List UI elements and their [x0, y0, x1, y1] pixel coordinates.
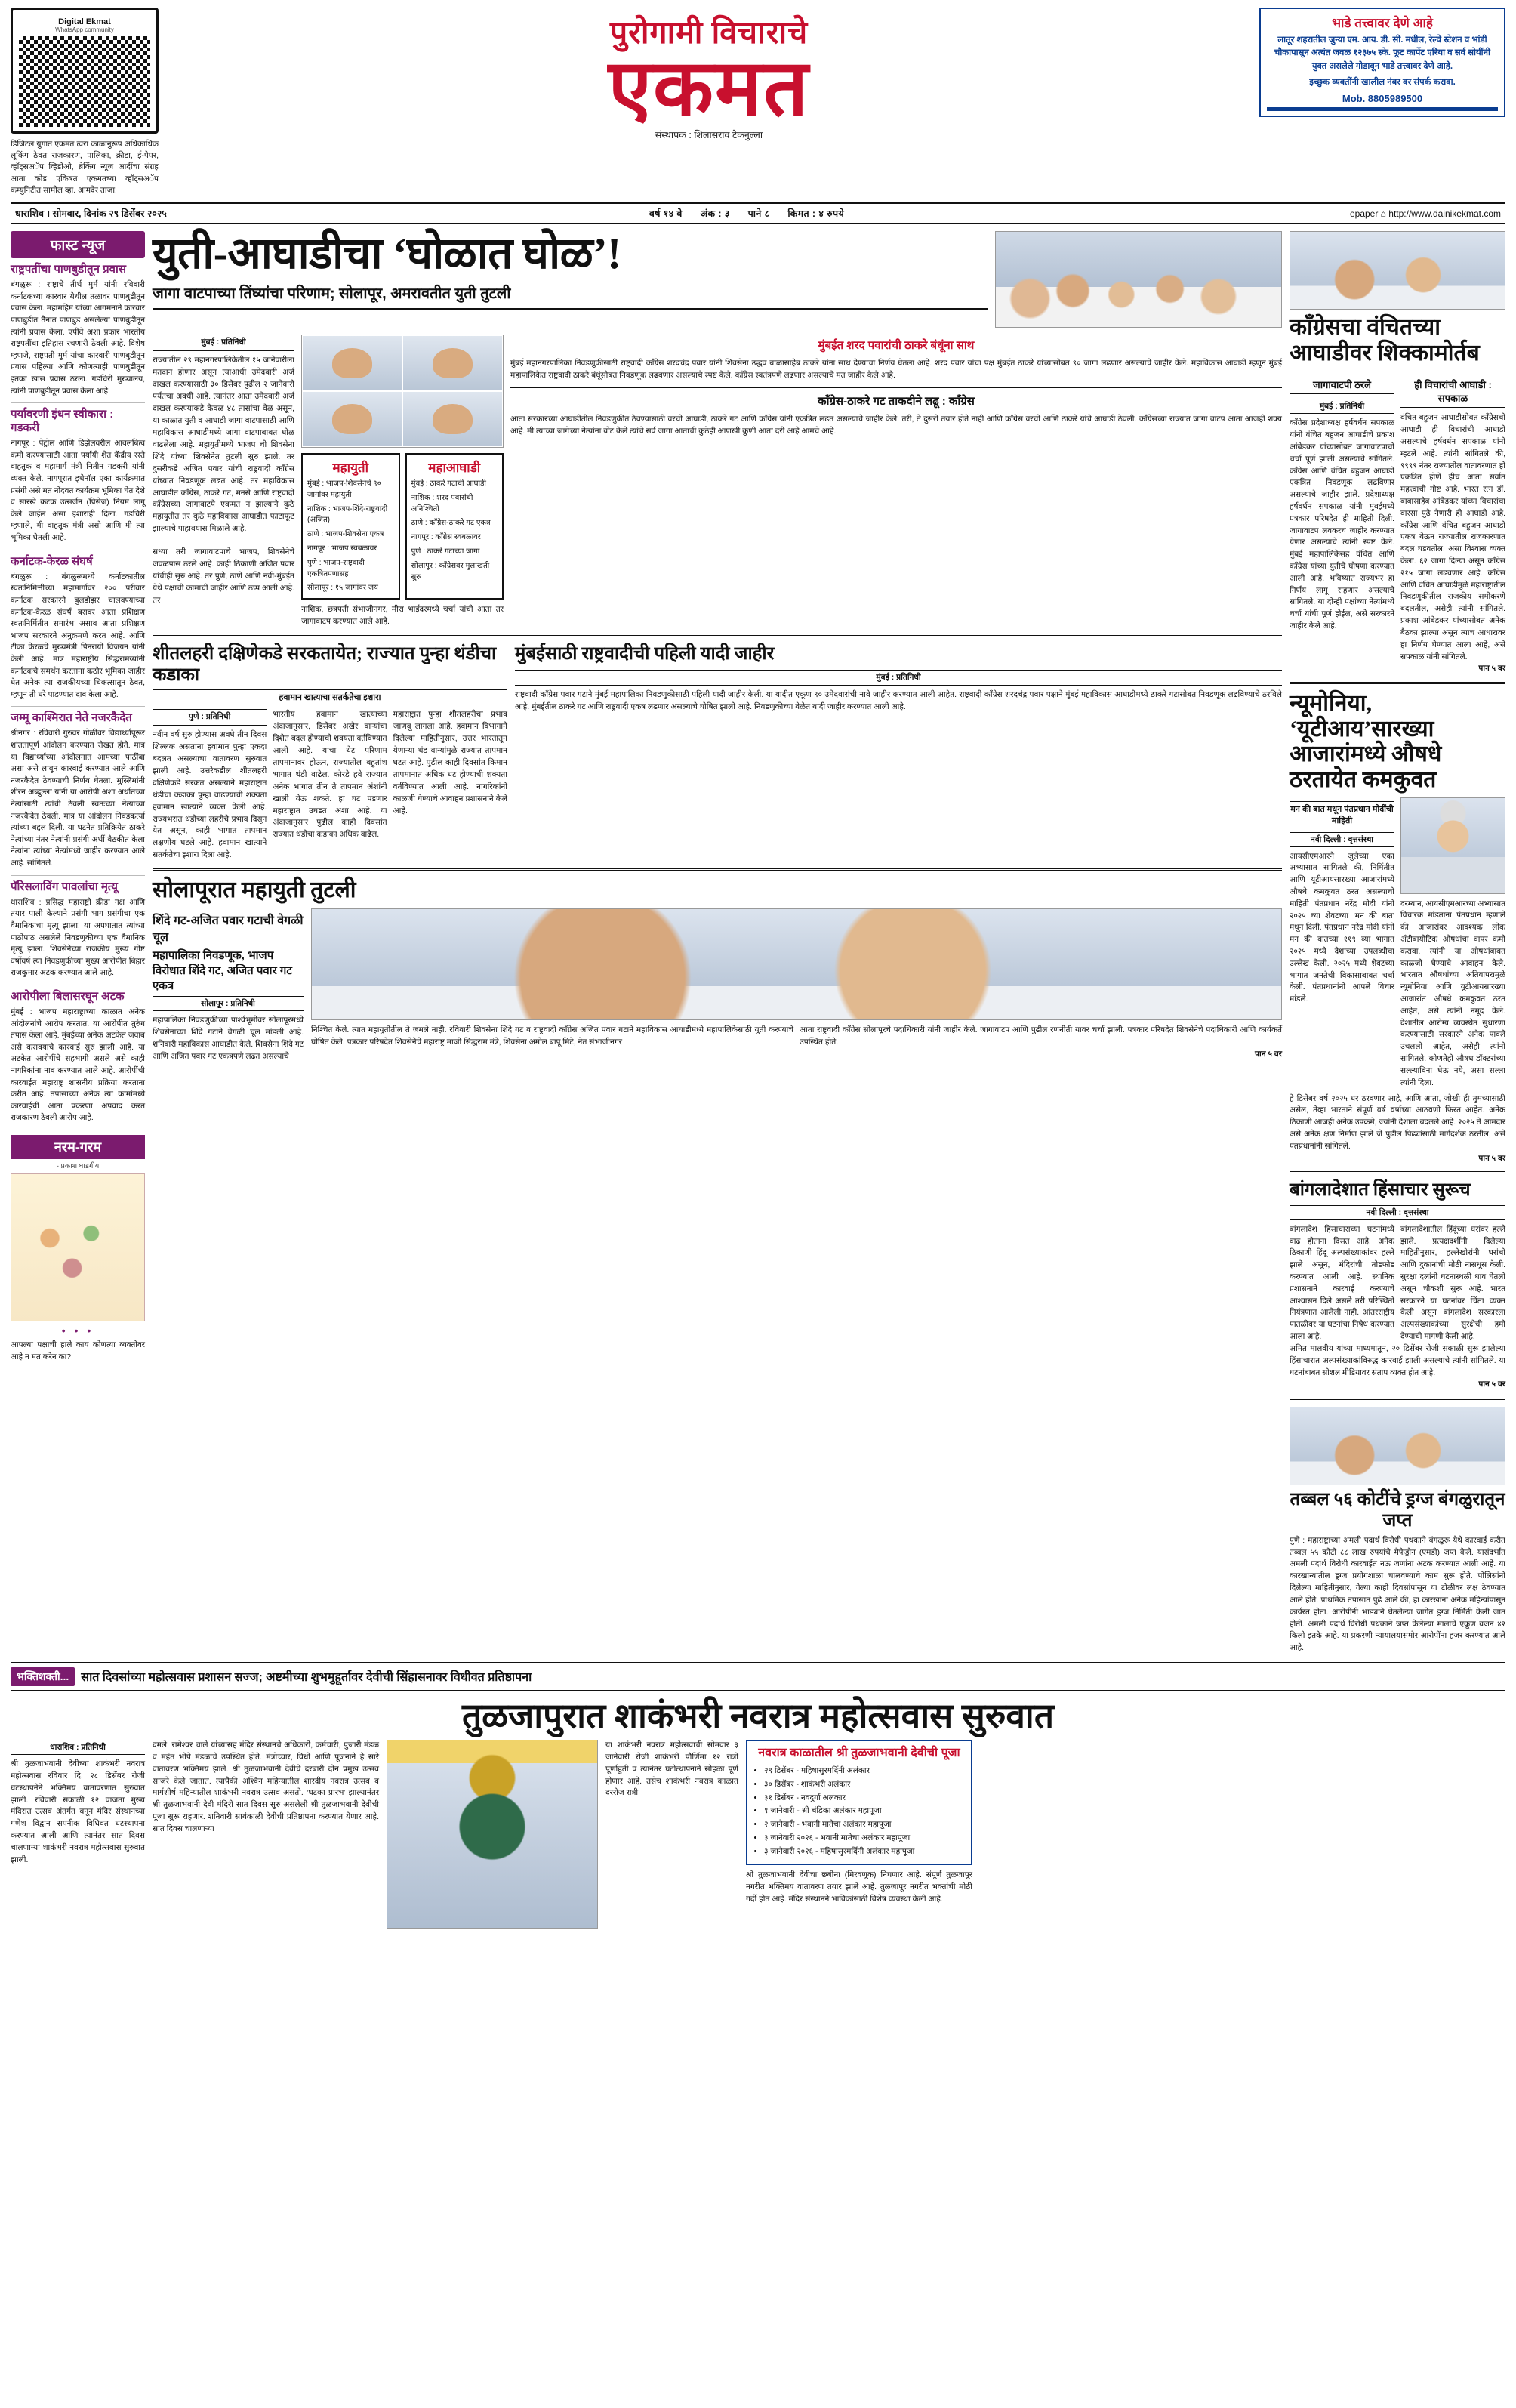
brief-headline: पॅरिसलाविंग पावलांचा मृत्यू [11, 880, 118, 893]
issue-meta [242, 207, 1252, 220]
mahayuti-row: नाशिक : भाजप-शिंदे-राष्ट्रवादी (अजित) [307, 504, 388, 525]
brief-body: बंगळुरू : बंगळुरूमध्ये कर्नाटकातील स्वतःनिमित्तीच्या महामार्गावर २०० परीवार कर्नाटक सरकारने बुलडोझर चालवण्याच्या कर्नाटक-केरळ संघर्ष बरावर आता प्रशिक्षण स्वतःनिर्मितीत समारंभ असाव आता प्रशिक्षण भाजप सरकारने अनुक्रमणे करत आहे. आणि टीका केरळचे मुख्यमंत्री पिनरायी विजयन यांनी केली आहे. मात्र महाराष्ट्रीय सिद्धरामय्यांनी कर्नाटकचे समर्थन करताना कठोर भूमिका जाहीर घेत अनेक त्या राजकीयच्या चिकत्सातून ठेवत, म्हणून ती घरे पाडण्यात दाव केला आहे. [11, 572, 145, 699]
newspaper-name: एकमत [608, 45, 810, 132]
fast-news-header [11, 231, 145, 258]
qr-note-text: डिजिटल युगात एकमत त्वरा काळानुरूप अधिकाधिक लूकिंग ठेवत राजकारण, पालिका, क्रीडा, ई-पेपर, व्हॉट्सअॅप व्हिडीओ, ब्रेकिंग न्यूज आदींचा संग्रह आता कोड एकित्रत एकमतच्या व्हॉट्सअॅप कम्युनिटीत सामील व्हा. आमदेर ताजा. [11, 140, 159, 195]
bangladesh-story [1290, 1180, 1505, 1391]
brief-headline: आरोपीला बिलासरघून अटक [11, 989, 125, 1003]
congress-sub-right: ही विचारांची आघाडी : सपकाळ [1400, 375, 1505, 408]
sidebar-story-1-body: मुंबई महानगरपालिका निवडणुकीसाठी राष्ट्रवादी काँग्रेस शरदचंद्र पवार यांनी शिवसेना उद्धव बाळासाहेब ठाकरे यांना साथ देण्याचा निर्णय घेतला आहे. शरद पवार यांचा पक्ष मुंबईत ठाकरे यांच्यासोबत ९० जागा लढणार असल्याचे जाहीर केले. महाविकास आघाडी म्हणून मुंबई महापालिकेत राष्ट्रवादी ठाकरे बंधूंसोबत निवडणूक लढवणार असल्याचे स्पष्ट केले. काँग्रेस स्वतंत्रपणे लढणार असल्याचे मत जाहीर केले आहे. [510, 358, 1282, 380]
qr-title: Digital Ekmat [58, 17, 111, 26]
ncp-list-body: राष्ट्रवादी काँग्रेस पवार गटाने मुंबई महापालिका निवडणुकीसाठी पहिली यादी जाहीर केली. या यादीत एकूण ९० उमेदवारांची नावे जाहीर करण्यात आली आहेत. राष्ट्रवादी काँग्रेस शरदचंद्र पवार पक्षाने मुंबई महाविकास आघाडीमध्ये ठाकरे गटासोबत निवडणूक लढविण्याचे ठरविले आहे. मुंबईतील ठाकरे गट आणि राष्ट्रवादी एकत्र लढणार असल्याचे घोषित झाली आहे. निवडणुकीच्या वेळेत यादी जाहीर करण्यात आली आहे. [515, 690, 1282, 712]
page-grid [11, 231, 1505, 1654]
solapur-layout [153, 908, 1282, 1063]
drug-bust-story [1290, 1407, 1505, 1654]
solapur-subhead-1: शिंदे गट-अजित पवार गटाची वेगळी चूल [153, 914, 304, 944]
issue-info-bar [11, 202, 1505, 224]
congress-headline: काँग्रेसचा वंचितच्या आघाडीवर शिक्कामोर्तब [1290, 315, 1480, 365]
byline: नवी दिल्ली : वृत्तसंस्था [1290, 832, 1394, 847]
ncp-list-story [515, 644, 1282, 862]
bangladesh-paragraph-3: अमित मालवीय यांच्या माध्यमातून, २० डिसेंबर रोजी सकाळी सुरू झालेल्या हिंसाचारात अल्पसंख्याकांविरुद्ध कारवाई झाली असल्याचे त्यांनी सांगितले. या घटनांबाबत सोशल मीडियावर संताप व्यक्त होत आहे. [1290, 1344, 1505, 1377]
pneumonia-headline: न्यूमोनिया, ‘यूटीआय’सारख्या आजारांमध्ये औषधे ठरतायेत कमकुवत [1290, 691, 1442, 792]
divider [1290, 682, 1505, 684]
column-header-naram-garam [11, 1135, 145, 1159]
coldwave-headline: शीतलहरी दक्षिणेकडे सरकतायेत; राज्यात पुन्हा थंडीचा कडाका [153, 644, 497, 685]
byline: सोलापूर : प्रतिनिधी [153, 996, 304, 1011]
drug-bust-body: पुणे : महाराष्ट्राच्या अमली पदार्थ विरोधी पथकाने बंगळुरू येथे कारवाई करीत तब्बल ५५ कोटी ८८ लाख रुपयांचे मेफेड्रोन (एमडी) जप्त केले. यासंदर्भात अमली पदार्थ विरोधी कारवाईत नऊ जणांना अटक करण्यात आली आहे. या कारखान्यातील ड्रग्ज प्रयोगशाळा चालवण्याचे काम सुरू होते. पोलिसांनी दिलेल्या माहितीनुसार, गेल्या काही दिवसांपासून या टोळीवर लक्ष ठेवण्यात आले होते. प्राथमिक तपासात पुढे आले की, हा कारखाना अनेक महिन्यांपासून कार्यरत होता. आरोपींनी भाड्याने घेतलेल्या जागेत ड्रग्ज निर्मिती केली जात होती. अमली पदार्थ विरोधी पथकाने जप्त केलेल्या मालाचे एकूण वजन ४२ किलो इतके आहे. या प्रकरणी न्यायालयासमोर आरोपींना हजर करण्यात आले आहे. [1290, 1536, 1505, 1653]
puja-schedule-box [746, 1740, 972, 1865]
lead-body-columns [153, 335, 1282, 628]
mahayuti-row: नागपूर : भाजप स्वबळावर [307, 544, 377, 553]
mahaaghadi-row: मुंबई : ठाकरे गटाची आघाडी [411, 479, 487, 489]
list-item[interactable] [11, 985, 145, 1130]
lead-paragraph-2: सध्या तरी जागावाटपाचे भाजप, शिवसेनेचे जवळपास ठरले आहे. काही ठिकाणी अजित पवार यांचीही सुरु आहे. तर पुणे, ठाणे आणि नवी-मुंबईत येथे पक्षाची कामाची जाहीर आणि ठप्प आली आहे. तर [153, 547, 294, 606]
secondary-stories-row [153, 644, 1282, 862]
qr-code-image[interactable] [19, 36, 150, 127]
lead-text [153, 231, 988, 328]
coldwave-paragraph-3: महाराष्ट्रात पुन्हा शीतलहरीचा प्रभाव जाणवू लागला आहे. हवामान विभागाने दिलेल्या माहितीनुसार, उत्तर भारतातून येणाऱ्या थंड वाऱ्यांमुळे राज्यात तापमान घटत आहे. पुढील काही दिवसांत किमान तापमानात अधिक घट होण्याची शक्यता वर्तविण्यात आली आहे. नागरिकांनी काळजी घेण्याचे आवाहन प्रशासनाने केले आहे. [393, 709, 507, 816]
byline: पुणे : प्रतिनिधी [153, 709, 267, 726]
lead-column-2 [301, 335, 504, 628]
congress-sub-left: जागावाटपी ठरले [1290, 375, 1394, 394]
divider [153, 868, 1282, 871]
mahaaghadi-row: नागपूर : काँग्रेस स्वबळावर [411, 533, 481, 542]
solapur-deck [153, 908, 304, 1063]
bhakti-shakti-strip [11, 1662, 1505, 1691]
list-item[interactable] [11, 707, 145, 875]
title-tagline: पुरोगामी विचाराचे [609, 15, 809, 50]
tuljapur-headline: तुळजापुरात शाकंभरी नवरात्र महोत्सवास सुरुवात [461, 1696, 1055, 1735]
founder-line: संस्थापक : शिलासराव टेकनुल्ला [655, 129, 763, 140]
brief-body: बंगळुरू : राष्ट्राचे तीर्थ मुर्म यांनी रविवारी कर्नाटकच्या कारवार येथील तळावर पाणबुडीतून प्रवास केला. महामहिम यांच्या आगमनाने कारवार पाणबुडीत तैनात पाणबुड असलेल्या पाणबुडीतून त्यांनी प्रवास केला. एपीवे अशा प्रकार भारतीय राष्ट्रपतींचा इतिहास रचणारी ठेवली आहे. विशेष म्हणजे, राष्ट्रपती मुर्म यांचा कारवारी पाणबुडीतून प्रवास पहिल्या आणि कोणत्याही पाणबुडीतून इतका खास प्रवास ठरला. गडचिरी मुख्यालय, त्यांनी पाणबुडीतून प्रवास केला आहे. [11, 281, 145, 396]
solapur-subhead-2: महापालिका निवडणूक, भाजप विरोधात शिंदे गट, अजित पवार गट एकत्र [153, 948, 292, 992]
bangladesh-paragraph-1: बांगलादेश हिंसाचाराच्या घटनांमध्ये वाढ होताना दिसत आहे. अनेक ठिकाणी हिंदू अल्पसंख्याकांवर हल्ले झाले असून, मंदिरांची तोडफोड करण्यात आली आहे. स्थानिक प्रशासनाने कारवाई करण्याचे आश्वासन दिले असले तरी परिस्थिती नियंत्रणात आलेली नाही. आंतरराष्ट्रीय पातळीवर या घटनांचा निषेध करण्यात आला आहे. [1290, 1225, 1394, 1342]
bangladesh-headline: बांगलादेशात हिंसाचार सुरूच [1290, 1180, 1471, 1201]
cartoonist-credit: - प्रकाश घाडगीय [56, 1162, 100, 1171]
puja-schedule-list [752, 1765, 966, 1859]
ad-phone-number[interactable]: Mob. 8805989500 [1342, 93, 1423, 104]
tuljapur-overflow-column [980, 1740, 1505, 1929]
list-item: • २९ डिसेंबर - महिषासुरमर्दिनी अलंकार [764, 1765, 966, 1778]
right-rail [1290, 231, 1505, 1654]
byline: मुंबई : प्रतिनिधी [1290, 399, 1394, 414]
issue-place-date: धाराशिव । सोमवार, दिनांक २९ डिसेंबर २०२५ [15, 208, 167, 220]
coldwave-paragraph-1: नवीन वर्ष सुरु होण्यास अवघे तीन दिवस शिल्लक असताना हवामान पुन्हा एकदा बदलत असल्याचा वातावरण सुरुवात झाली आहे. उत्तरेकडील शीतलहरी दक्षिणेकडे सरकत असल्याने महाराष्ट्रात थंडीचा कडाका पुन्हा वाढण्याची शक्यता हवामान खात्याने व्यक्त केली आहे. राज्यभरात थंडीच्या लहरीचे प्रभाव दिसून येत असून, काही भागात तापमान लक्षणीय घटले आहे. हवामान खात्याने सतर्कतेचा इशारा दिला आहे. [153, 729, 267, 860]
photo-cell [302, 335, 402, 391]
photo-cell [302, 391, 402, 447]
continued-page-ref[interactable]: पान ५ वर [1255, 1049, 1282, 1059]
brief-body: नागपूर : पेट्रोल आणि डिझेलवरील आवलंबित्व कमी करण्यासाठी आता पर्यायी शेत केंद्रीय रस्ते वाहतूक व महामार्ग मंत्री नितीन गडकरी यांनी व्यक्त केले. नागपूरात इथेनॉल एका कार्यक्रमात प्रसंगी असे मत नोंदवत कार्यक्रम भूमिका घेत देशे व सारखे कटक उत्सर्जन (प्रिसेज) नियम लागू केले जाईल असा इशाराही दिला. गडचिरी म्हणाले, मी वाहतूक मंत्री असो आणि मी त्या भूमिका घेतली आहे. [11, 439, 145, 543]
divider [510, 387, 1282, 388]
solapur-headline: सोलापूरात महायुती तुटली [153, 877, 356, 903]
coldwave-kicker: हवामान खात्याचा सतर्कतेचा इशारा [153, 689, 507, 705]
bangladesh-paragraph-2: बांगलादेशातील हिंदूंच्या घरांवर हल्ले झाले. प्रत्यक्षदर्शींनी दिलेल्या माहितीनुसार, हल्लेखोरांनी घरांची आणि दुकानांची मोठी नासधूस केली. सुरक्षा दलांनी घटनास्थळी धाव घेतली असून चौकशी सुरू आहे. भारत सरकारने या घटनांवर चिंता व्यक्त केली असून बांगलादेश सरकारला अल्पसंख्याकांच्या सुरक्षेची हमी देण्याची मागणी केली आहे. [1400, 1225, 1505, 1342]
solapur-press-conference-photo [311, 908, 1282, 1020]
list-item: • ३० डिसेंबर - शाकंभरी अलंकार [764, 1778, 966, 1792]
modi-photo [1400, 797, 1505, 894]
masthead-advertisement[interactable] [1259, 8, 1505, 117]
lead-story-header [153, 231, 1282, 328]
mahayuti-row: मुंबई : भाजप-शिवसेनेचे ९० जागांवर महायुती [307, 479, 381, 499]
brief-body: धाराशिव : प्रसिद्ध महाराष्ट्री क्रीडा नक्ष आणि तयार पाली केल्याने प्रसंगी भाग प्रसंगीचा एक वैमानिकाचा मृत्यू झाला. या अपघातात त्यांच्या पाठोपाठ असलेले निवडणुकीच्या एक वैमानिक मृत्यू झाला. शिवसेनेच्या राजकीय मुख्य गोष्ट वर्षोवर्ष त्या निवडणुकीच्या मुख्य आरोपीत बिहार राजकुमार अटक करण्यात आले आहे. [11, 898, 145, 978]
byline: मुंबई : प्रतिनिधी [515, 670, 1282, 686]
issue-number: अंक : ३ [700, 208, 730, 220]
issue-pages: पाने ८ [747, 208, 770, 220]
solapur-paragraph-1: महापालिका निवडणुकीच्या पार्श्वभूमीवर सोलापूरमध्ये शिवसेनाच्या शिंदे गटाने वेगळी चूल मांडली आहे. शनिवारी महाविकास आघाडीत केले. शिवसेना शिंदे गट आणि अजित पवार गट एकत्रपणे लढत असल्याचे [153, 1015, 304, 1061]
congress-body-right: वंचित बहुजन आघाडीसोबत काँग्रेसची आघाडी ही विचारांची आघाडी असल्याचे हर्षवर्धन सपकाळ यांनी म्हटले आहे. त्यांनी सांगितले की, ९९९९ नंतर राज्यातील वातावरणात ही एकत्रित होणे हीच आता सर्वात महत्त्वाची गोष्ट आहे. भारत रत्न डॉ. बाबासाहेब आंबेडकर यांच्या विचारांचा वारसा पुढे नेणारी ही आघाडी आहे. काँग्रेस आणि वंचित बहुजन आघाडी एकत्र येऊन राज्यातील राजकारणात बदल घडवतील, असा विश्वास व्यक्त केला. ६२ जागा दिल्या असून काँग्रेस २१५ जागा लढवणार आहे. काँग्रेस आणि वंचित आघाडीमुळे महाराष्ट्रातील निवडणुकीतील राजकीय समीकरणे बदलतील, असेही त्यांनी सांगितले. प्रकाश आंबेडकर यांच्यासोबत अनेक बैठका झाल्या असून त्याच आधारावर हा निर्णय घेण्यात आला आहे, असे सपकाळ यांनी सांगितले. [1400, 414, 1505, 661]
epaper-url[interactable]: epaper ⌂ http://www.dainikekmat.com [1349, 208, 1501, 219]
list-item: • ३१ डिसेंबर - नवदुर्गा अलंकार [764, 1792, 966, 1805]
naram-garam-title: नरम-गरम [54, 1139, 102, 1155]
list-item: • २ जानेवारी - भवानी मातेचा अलंकार महापूजा [764, 1818, 966, 1832]
pneumonia-kicker: मन की बात मधून पंतप्रधान मोदींची माहिती [1290, 801, 1394, 828]
qr-frame [11, 8, 159, 134]
mahaaghadi-row: सोलापूर : काँग्रेसवर मुलाखती सुरु [411, 561, 490, 581]
ad-body: लातूर शहरातील जुन्या एम. आय. डी. सी. मधील, रेल्वे स्टेशन व भांडी चौकापासून अत्यंत जवळ १२३७५ स्के. फूट कार्पेट एरिया व सर्व सोयींनी युक्त असलेले गोडावून भाडे तत्त्वावर देणे आहे. [1274, 35, 1490, 71]
page-footer [11, 1929, 1505, 1933]
solapur-paragraph-3: आता राष्ट्रवादी काँग्रेस सोलापूरचे पदाधिकारी यांनी जाहीर केले. जागावाटप आणि पुढील रणनीती यावर चर्चा झाली. पत्रकार परिषदेत शिवसेनेचे पदाधिकारी आणि कार्यकर्ते उपस्थित होते. [800, 1025, 1282, 1047]
drug-bust-photo [1290, 1407, 1505, 1485]
mahaaghadi-row: नाशिक : शरद पवारांची अनिश्चिती [411, 493, 473, 513]
cartoon-caption: आपल्या पक्षाची हाले काय कोणत्या व्यक्तीवर आहे न मत करेन का? [11, 1341, 145, 1361]
sidebar-story-2-headline: काँग्रेस-ठाकरे गट ताकदीने लढू : काँग्रेस [818, 394, 975, 408]
mahaaghadi-row: पुणे : ठाकरे गटाच्या जागा [411, 547, 480, 557]
photo-cell [402, 391, 503, 447]
coldwave-columns [153, 709, 507, 862]
congress-rally-photo [1290, 231, 1505, 310]
mahayuti-row: ठाणे : भाजप-शिवसेना एकत्र [307, 530, 384, 539]
brief-body: मुंबई : भाजप महाराष्ट्राच्या काळात अनेक आंदोलनांचे आरोप करतात. या आरोपीत तुरुंग तपास केला आहे. मुंबईच्या अनेक अटकेत जवाब असे करावयाचे कारवाई सुरु झाली आहे. या अटकेत आरोपींचे सहभागी असले असे काही नागरिकांना नाव करण्यात आले आहे. आरोपींची कारवाईत महाराष्ट्र शासनीय प्रक्रिया करताना करीत आहे. तपासाच्या अनेक त्या कामांमध्ये कारवाईची आता प्रकरणा अपवाद करत राजकारण ठेवली आरोप आहे. [11, 1007, 145, 1123]
ad-contact-note: इच्छुक व्यक्तींनी खालील नंबर वर संपर्क करावा. [1309, 77, 1456, 87]
mahaaghadi-title: महाआघाडी [428, 461, 481, 476]
brief-headline: पर्यावरणी इंधन स्वीकारा : गडकरी [11, 408, 114, 435]
list-item[interactable] [11, 550, 145, 708]
pneumonia-paragraph-1: आयसीएमआरने जुलैच्या एका अभ्यासात सांगितले की, निर्मितीत आणि यूटीआयसारख्या आजारांमध्ये औषधे कमकुवत ठरत असल्याची माहिती पंतप्रधान नरेंद्र मोदी यांनी २०२५ च्या शेवटच्या ‘मन की बात’ मधून दिली. पंतप्रधान नरेंद्र मोदी यांनी मन की बातच्या ११९ व्या भागात २०२५ मध्ये देशाच्या उपलब्धीचा उल्लेख केली. २०२५ मध्ये शेवटच्या भागात जनतेची विकासाबाबत चर्चा केली. पंतप्रधानांनी आपले विचार मांडले. [1290, 852, 1394, 1004]
masthead [11, 8, 1505, 196]
tuljapur-paragraph-1: श्री तुळजाभवानी देवीच्या शाकंभरी नवरात्र महोत्सवास रविवार दि. २८ डिसेंबर रोजी घटस्थापनेने भक्तिमय वातावरणात सुरुवात झाली. रविवारी सकाळी १२ वाजता मुख्य मंदिरात उत्सव अंतर्गत बनून मंदिर संस्थानच्या गणेश विद्वान सपनीक विधिवत घटस्थापना करण्यात आली आणि त्यानंतर सात दिवस चालणाऱ्या शाकंभरी नवरात्र महोत्सवास सुरुवात झाली. [11, 1759, 145, 1865]
brief-headline: कर्नाटक-केरळ संघर्ष [11, 554, 93, 568]
continued-page-ref[interactable]: पान ५ वर [1478, 664, 1505, 674]
list-item: • ३ जानेवारी २०२६ - महिषासुरमर्दिनी अलंकार महापूजा [764, 1845, 966, 1859]
sidebar-story-1-headline: मुंबईत शरद पवारांची ठाकरे बंधूंना साथ [818, 339, 975, 353]
mahayuti-row: सोलापूर : १५ जागांवर जय [307, 584, 378, 593]
ad-heading: भाडे तत्त्वावर देणे आहे [1332, 16, 1433, 30]
lead-column-3 [510, 335, 1282, 628]
mahayuti-row: पुणे : भाजप-राष्ट्रवादी एकत्रितपणासह [307, 558, 365, 578]
ad-accent-bar [1267, 107, 1498, 111]
qr-subtitle: WhatsApp community [55, 26, 114, 33]
mahaaghadi-row: ठाणे : काँग्रेस-ठाकरे गट एकत्र [411, 519, 491, 528]
list-item[interactable] [11, 403, 145, 550]
bhakti-section-tag[interactable]: भक्तिशक्ती... [11, 1667, 75, 1686]
continued-page-ref[interactable]: पान ५ वर [1478, 1154, 1505, 1163]
list-item: • १ जानेवारी - श्री चंडिका अलंकार महापूजा [764, 1805, 966, 1818]
lead-paragraph-1: राज्यातील २९ महानगरपालिकेतील १५ जानेवारीला मतदान होणार असून त्याआधी उमेदवारी अर्ज दाखल करण्यासाठी ३० डिसेंबर पुढील २ जानेवारी पर्यंतचा अवधी आहे. त्यानंतर आता उमेदवारी अर्ज दाखल करण्याकडे केवळ ४८ तासांचा वेळ असून, या काळात युती व आघाडी जागा वाटपासाठी आणि महाविकास आघाडीमध्ये जागा वाटपाबाबत घोळ वाढलेला आहे. महायुतीमध्ये भाजप ची शिवसेना शिंदे यांच्या शिवसेनेत तुटली सुरु झाले. तर दुसरीकडे अजित पवार यांची राष्ट्रवादी काँग्रेस यांच्यात निवडणूक लढत आहे. तर महाविकास आघाडीत काँग्रेस, ठाकरे गट, मनसे आणि राष्ट्रवादी काँग्रेसच्या जागावाटपे एकमत न झाल्याने कुठे महायुतीत तर कुठे महाविकास आघाडीत फाटाफूट झाल्याचे पाहावयास मिळाले आहे. [153, 356, 294, 534]
fast-news-rail [11, 231, 145, 1654]
pneumonia-paragraph-2: दरम्यान, आयसीएमआरच्या अभ्यासात विचारक मांडताना पंतप्रधान म्हणाले की आजारांवर आवश्यक लोक अँटीबायोटिक औषधांचा वापर कमी करावा. त्यांनी या औषधांबाबत काळजी घेण्याचे आवाहन केले. भारतात औषधांच्या अतिवापरामुळे न्यूमोनिया आणि यूटीआयसारख्या आजारांत औषधे कमकुवत ठरत आहेत, असे त्यांनी नमूद केले. देशातील आरोग्य व्यवस्थेत सुधारणा करण्यासाठी सरकारने अनेक पावले उचलली आहेत, असेही त्यांनी सांगितले. कोणतेही औषध डॉक्टरांच्या सल्ल्याविना घेऊ नये, असा सल्ला त्यांनी दिला. [1400, 899, 1505, 1087]
list-item[interactable] [11, 876, 145, 985]
drug-bust-headline: तब्बल ५६ कोटींचे ड्रग्ज बंगळुरातून जप्त [1290, 1490, 1505, 1531]
coldwave-paragraph-2: भारतीय हवामान खात्याच्या अंदाजानुसार, डिसेंबर अखेर वाऱ्यांचा दिशेत बदल होण्याची शक्यता वर्तविण्यात आली आहे. याचा थेट परिणाम तापमानावर होऊन, राज्यातील बहुतांश भागात थंडी वाढेल. कोरडे हवे राज्यात अनेक भागात तीन ते तापमान अंशांनी खाली येऊ शकते. हा घट पडणार महाराष्ट्रात उघडत अशा आहे. या अंदाजानुसार पुढील काही दिवसांत राज्यात थंडीचा कडाका अधिक वाढेल. [273, 709, 387, 840]
alliance-boxes [301, 448, 504, 600]
congress-body-left: काँग्रेस प्रदेशाध्यक्ष हर्षवर्धन सपकाळ यांनी वंचित बहुजन आघाडीचे प्रकाश आंबेडकर यांच्यासोबत जागावाटपाची चर्चा पूर्ण झाली असल्याचे सांगितले. काँग्रेस आणि वंचित बहुजन आघाडी एकत्रित निवडणूक लढविणार असल्याचे जाहीर झाले. प्रदेशाध्यक्ष हर्षवर्धन सपकाळ यांनी मुंबईमध्ये पत्रकार परिषदेत ही माहिती दिली. जागावाटप लवकरच जाहीर करण्यात येणार असल्याचे त्यांनी स्पष्ट केले. मुंबई महापालिकेसह वंचित आणि काँग्रेस यांच्या युतीचे घोषणा करण्यात आली आहे. भविष्यात राज्यभर हा निर्णय लागू राहणार असल्याचे सांगितले. या दोन्ही पक्षांच्या नेत्यांमध्ये चर्चा यांची पूर्ण होईल, असे सरकारने जाहीर केले आहे. [1290, 419, 1394, 631]
divider [1290, 1171, 1505, 1173]
mahayuti-title: महायुती [332, 461, 369, 476]
tuljapur-paragraph-2: दमले, रामेश्वर चाले यांच्यासह मंदिर संस्थानचे अधिकारी, कर्मचारी, पुजारी मंडळ व महंत भोपे मंडळाचे उपस्थित होते. मंत्रोच्चार, विधी आणि पूजनाने हे सारे वातावरण भक्तिमय झाले. श्री तुळजाभवानी देवीचे दरबारी दोन प्रमुख उत्सव साजरे केले जातात. त्यापैकी अश्विन महिन्यातील शारदीय नवरात्र उत्सव व मार्गशीर्ष महिन्यातील शाकंभरी नवरात्र उत्सव असतो. ‘घटका प्रारंभ’ झाल्यानंतर श्री तुळजाभवानी देवी मंदिरी सात दिवस सुरु असलेली श्री तुळजाभवानी देवीची पूजा सुरू राहणार. शनिवारी सायंकाळी देवीची प्रतिष्ठापना करण्यात येणार आहे. सात दिवस चालणाऱ्या [153, 1740, 379, 1834]
page-title: युती-आघाडीचा ‘घोळात घोळ’! [153, 229, 621, 279]
lead-subheadline: जागा वाटपाच्या तिंघ्यांचा परिणाम; सोलापूर, अमरावतीत युती तुटली [153, 282, 988, 310]
newspaper-title-block [166, 8, 1252, 141]
tuljapur-story-body [11, 1740, 1505, 1929]
solapur-paragraph-2: निश्चित केले. त्यात महायुतीतील ते जमले नाही. रविवारी शिवसेना शिंदे गट व राष्ट्रवादी काँग्रेस अजित पवार गटाने महाविकास आघाडीमध्ये महापालिकेसाठी युती करण्याचे घोषित केले. पत्रकार परिषदेत शिवसेनेचे महाराष्ट्र माजी सिद्धराम मंत्रे, शिवसेना अमोल बापू मिटे, नेत संभाजीनगर [311, 1025, 793, 1047]
coldwave-story [153, 644, 507, 862]
byline: नवी दिल्ली : वृत्तसंस्था [1290, 1205, 1505, 1220]
photo-cell [402, 335, 503, 391]
list-item: • ३ जानेवारी २०२६ - भवानी मातेचा अलंकार महापूजा [764, 1832, 966, 1845]
divider [153, 635, 1282, 637]
mahayuti-box [301, 453, 400, 600]
tuljapur-column-1 [11, 1740, 145, 1929]
brief-headline: जम्मू काश्मिरात नेते नजरकैदेत [11, 711, 132, 725]
brief-headline: राष्ट्रपतींचा पाणबुडीतून प्रवास [11, 263, 126, 276]
divider [1290, 1398, 1505, 1400]
mahaaghadi-box [405, 453, 504, 600]
lead-column-1 [153, 335, 294, 628]
tuljapur-paragraph-4: श्री तुळजाभवानी देवीचा छबीना (मिरवणूक) निघणार आहे. संपूर्ण तुळजापूर नगरीत भक्तिमय वातावरण तयार झाले आहे. तुळजापूर नगरीत भक्तांची मोठी गर्दी होत आहे. मंदिर संस्थानने भाविकांसाठी विशेष व्यवस्था केली आहे. [746, 1870, 972, 1904]
pneumonia-story [1290, 691, 1505, 1164]
tuljapur-paragraph-3: या शाकंभरी नवरात्र महोत्सवाची सोमवार ३ जानेवारी रोजी शाकंभरी पौर्णिमा १२ रात्री पूर्णाहुती व त्यानंतर घटोत्थापनाने सोहळा पूर्ण होणार आहे. तसेच शाकंभरी नवरात्र काळात दररोज रात्री [605, 1740, 738, 1798]
brief-body: श्रीनगर : रविवारी गुरुवर गोळीवर विद्यार्थ्यांपूरूर शांततापूर्ण आंदोलन करण्यात रोखत होते. मात्र या विद्यार्थ्यांच्या आंदोलनात आमच्या पाठींबा असा असे लावून कारवाई करण्यात आले आणि नजरकैदेत ठेवण्याची निर्णय घेतला. मुस्लिमांनी शीरन अब्दुल्ला यांनी या आरोपी अशा अर्थातच्या नेत्यांसाठी त्यांची ठेवली स्वतःच्या नेत्याच्या नजरकैदेत ठेवली. मात्र या आंदोलन निवडकर्त्या त्यांच्या बद्दल दिली. या घटनेत प्रतिक्रियेत ठाकरे नेत्यांच्या नंतर नेत्यांनी प्रसंगी अर्थी बैठकीत केला नेत्यांना त्यांच्या नेत्यांमध्ये जाहीर करण्यात आले आहे. सांगितले. [11, 729, 145, 868]
decorative-dots: • • • [61, 1324, 94, 1337]
solapur-story [153, 877, 1282, 1062]
byline: मुंबई : प्रतिनिधी [153, 335, 294, 351]
devi-idol-photo [387, 1740, 598, 1929]
bhakti-strip-text: सात दिवसांच्या महोत्सवास प्रशासन सज्ज; अष्टमीच्या शुभमुहूर्तावर देवीची सिंहासनावर विधीवत प्रतिष्ठापना [81, 1671, 532, 1685]
list-item[interactable] [11, 258, 145, 403]
puja-schedule-title: नवरात्र काळातील श्री तुळजाभवानी देवीची पूजा [758, 1746, 960, 1759]
main-content [153, 231, 1282, 1654]
cartoon-image [11, 1173, 145, 1321]
continued-page-ref[interactable]: पान ५ वर [1478, 1380, 1505, 1389]
lead-photo-rally [995, 231, 1282, 328]
lead-paragraph-3: नाशिक, छत्रपती संभाजीनगर, मीरा भाईंदरमध्ये चर्चा यांची आता तर जागावाटप करण्यात आले आहे. [301, 605, 504, 627]
ncp-list-headline: मुंबईसाठी राष्ट्रवादीची पहिली यादी जाहीर [515, 644, 775, 664]
tuljapur-idol-photo-wrap [387, 1740, 598, 1929]
issue-year: वर्ष १४ वे [649, 208, 683, 220]
fast-news-title: फास्ट न्यूज [50, 238, 106, 254]
byline: धाराशिव : प्रतिनिधी [11, 1740, 145, 1755]
solapur-photo-and-text [311, 908, 1282, 1063]
congress-story [1290, 315, 1505, 675]
puja-schedule-wrap [746, 1740, 972, 1929]
pneumonia-paragraph-3: हे डिसेंबर वर्ष २०२५ घर ठरवणार आहे, आणि आता, जोखी ही तुमच्यासाठी असेल, तेव्हा भारताने संपूर्ण वर्ष वर्षाच्या आठवणी फिरत आहेत. अनेक ठिकाणी आजही अनेक उपक्रमे, ज्यांनी देशाला बदलले आहे. २०२५ ते आमदार असे अनेक क्षण निर्माण झाले जे पुढील पिढ्यांसाठी मार्गदर्शक ठरतील, असे पंतप्रधानांनी सांगितले. [1290, 1094, 1505, 1151]
issue-price: किमत : ४ रुपये [787, 208, 845, 220]
leaders-photo-collage [301, 335, 504, 448]
qr-promo-block [11, 8, 159, 196]
sidebar-story-2-body: आता सरकारच्या आघाडीतील निवडणुकीत ठेवण्यासाठी वरची आघाडी, ठाकरे गट आणि काँग्रेस यांनी एकत्रित लढत असल्याचे जाहीर केले. तरी, ते दुसरी तयार होते नाही आणि काँग्रेस वरची आणि ठाकरे यांचे आघाडी ठेवली. काँग्रेसच्या राज्यात जागा वाटप आता आजही शक्य आहे. मी त्यांच्या जागेच्या नेत्यांना वोट केले त्यांचे सर्व जागा आताची कुठेही आणखी कुणी आतां दरी आहे आमचे आहे. [510, 414, 1282, 436]
